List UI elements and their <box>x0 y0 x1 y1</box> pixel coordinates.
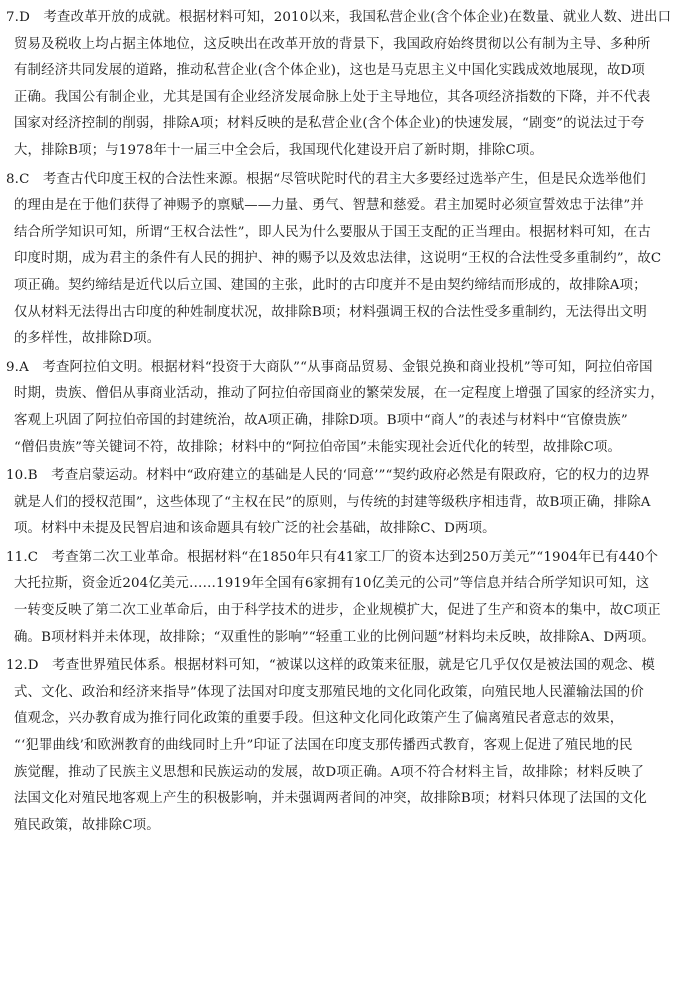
answer-line: 时期，贵族、僧侣从事商业活动，推动了阿拉伯帝国商业的繁荣发展，在一定程度上增强了国家的经济实力， <box>14 386 664 402</box>
answer-line: 的多样性，故排除D项。 <box>14 331 161 347</box>
answer-line: 8.C 考查古代印度王权的合法性来源。根据“尽管吠陀时代的君主大多要经过选举产生，但是民众选举他们 <box>6 171 646 187</box>
answer-line: 国家对经济控制的削弱，排除A项；材料反映的是私营企业(含个体企业)的快速发展，“剧变”的说法过于夸 <box>14 116 645 132</box>
answer-line: 仅从材料无法得出古印度的种姓制度状况，故排除B项；材料强调王权的合法性受多重制约，无法得出文明 <box>14 304 647 320</box>
answer-item-11 <box>6 545 678 651</box>
answer-line: 结合所学知识可知，所谓“王权合法性”，即人民为什么要服从于国王支配的正当理由。根据材料可知，在古 <box>14 224 651 240</box>
answer-line: 大，排除B项；与1978年十一届三中全会后，我国现代化建设开启了新时期，排除C项。 <box>14 142 543 158</box>
answer-line: 确。B项材料并未体现，故排除；“双重性的影响”“轻重工业的比例问题”材料均未反映，故排除A、D两项。 <box>14 629 655 645</box>
answer-line: 12.D 考查世界殖民体系。根据材料可知，“被谋以这样的政策来征服，就是它几乎仅仅是被法国的观念、模 <box>6 658 655 674</box>
answer-line: 项正确。契约缔结是近代以后立国、建国的主张，此时的古印度并不是由契约缔结而形成的，故排除A项； <box>14 277 647 293</box>
answer-line: 贸易及税收上均占据主体地位，这反映出在改革开放的背景下，我国政府始终贯彻以公有制为主导、多种所 <box>14 36 651 52</box>
answer-line: “僧侣贵族”等关键词不符，故排除；材料中的“阿拉伯帝国”未能实现社会近代化的转型，故排除C项。 <box>14 439 622 455</box>
answer-item-12 <box>6 653 678 839</box>
answer-line: 族觉醒，推动了民族主义思想和民族运动的发展，故D项正确。A项不符合材料主旨，故排除；材料反映了 <box>14 764 645 780</box>
answer-line: 就是人们的授权范围”，这些体现了“主权在民”的原则，与传统的封建等级秩序相违背，故B项正确，排除A <box>14 494 651 510</box>
answer-line: 殖民政策，故排除C项。 <box>14 817 160 833</box>
answer-line: 客观上巩固了阿拉伯帝国的封建统治，故A项正确，排除D项。B项中“商人”的表述与材料中“官僚贵族” <box>14 412 628 428</box>
answer-item-7 <box>6 5 678 165</box>
answer-line: 印度时期，成为君主的条件有人民的拥护、神的赐予以及效忠法律，这说明“王权的合法性受多重制约”，故C <box>14 251 662 267</box>
answer-line: 一转变反映了第二次工业革命后，由于科学技术的进步，企业规模扩大，促进了生产和资本的集中，故C项正 <box>14 603 661 619</box>
answer-line: 项。材料中未提及民智启迪和该命题具有较广泛的社会基础，故排除C、D两项。 <box>14 521 496 537</box>
answer-line: 大托拉斯，资金近204亿美元……1919年全国有6家拥有10亿美元的公司”等信息并结合所学知识可知，这 <box>14 576 650 592</box>
answer-line: “‘犯罪曲线’和欧洲教育的曲线同时上升”印证了法国在印度支那传播西式教育，客观上促进了殖民地的民 <box>14 738 633 754</box>
answer-line: 法国文化对殖民地客观上产生的积极影响，并未强调两者间的冲突，故排除B项；材料只体现了法国的文化 <box>14 791 647 807</box>
answer-line: 7.D 考查改革开放的成就。根据材料可知，2010以来，我国私营企业(含个体企业)在数量、就业人数、进出口 <box>6 10 672 25</box>
answer-line: 9.A 考查阿拉伯文明。根据材料“投资于大商队”“从事商品贸易、金银兑换和商业投机”等可知，阿拉伯帝国 <box>6 359 653 375</box>
answer-item-9 <box>6 355 678 461</box>
answer-item-8 <box>6 167 678 353</box>
answer-line: 有制经济共同发展的道路，推动私营企业(含个体企业)，这也是马克思主义中国化实践成效地展现，故D项 <box>14 63 645 79</box>
answer-line: 式、文化、政治和经济来指导”体现了法国对印度支那殖民地的文化同化政策，向殖民地人民灌输法国的价 <box>14 684 644 700</box>
answer-line: 值观念，兴办教育成为推行同化政策的重要手段。但这种文化同化政策产生了偏离殖民者意志的效果， <box>14 711 624 727</box>
answer-line: 11.C 考查第二次工业革命。根据材料“在1850年只有41家工厂的资本达到250万美元”“1904年已有440个 <box>6 549 659 565</box>
answer-line: 10.B 考查启蒙运动。材料中“政府建立的基础是人民的‘同意’”“契约政府必然是有限政府，它的权力的边界 <box>6 468 650 484</box>
answer-line: 的理由是在于他们获得了神赐予的禀赋——力量、勇气、智慧和慈爱。君主加冕时必须宣誓效忠于法律”并 <box>14 198 644 214</box>
answer-item-10 <box>6 463 678 543</box>
answer-line: 正确。我国公有制企业，尤其是国有企业经济发展命脉上处于主导地位，其各项经济指数的下降，并不代表 <box>14 89 651 105</box>
